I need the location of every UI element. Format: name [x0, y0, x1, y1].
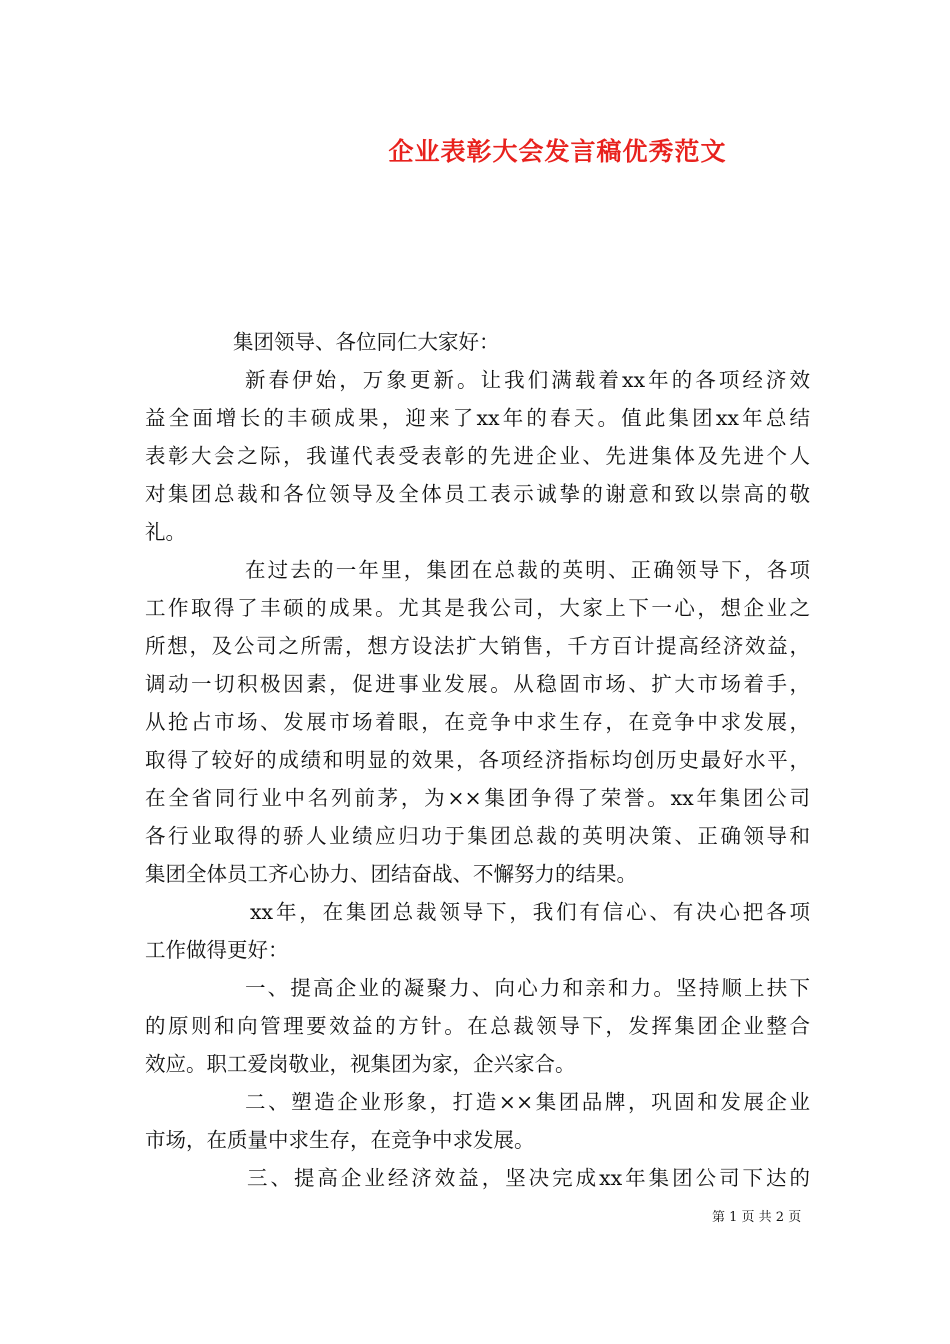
body-line: 的原则和向管理要效益的方针。在总裁领导下，发挥集团企业整合	[145, 1014, 810, 1038]
body-line: 各行业取得的骄人业绩应归功于集团总裁的英明决策、正确领导和	[145, 824, 810, 848]
body-line: 在全省同行业中名列前茅，为××集团争得了荣誉。xx年集团公司	[145, 786, 810, 810]
body-line: 二、塑造企业形象，打造××集团品牌，巩固和发展企业	[245, 1090, 810, 1114]
body-line: 从抢占市场、发展市场着眼，在竞争中求生存，在竞争中求发展，	[145, 710, 810, 734]
body-line: 所想，及公司之所需，想方设法扩大销售，千方百计提高经济效益，	[145, 634, 810, 658]
page-number: 第 1 页 共 2 页	[712, 1210, 802, 1225]
body-line: xx年，在集团总裁领导下，我们有信心、有决心把各项	[250, 900, 810, 924]
body-line: 在过去的一年里，集团在总裁的英明、正确领导下，各项	[245, 558, 810, 582]
body-line: 集团全体员工齐心协力、团结奋战、不懈努力的结果。	[145, 862, 637, 886]
body-line: 工作做得更好：	[145, 938, 289, 962]
body-line: 三、提高企业经济效益，坚决完成xx年集团公司下达的	[247, 1166, 810, 1190]
body-line: 新春伊始，万象更新。让我们满载着xx年的各项经济效	[245, 368, 810, 392]
body-line: 取得了较好的成绩和明显的效果，各项经济指标均创历史最好水平，	[145, 748, 810, 772]
body-line: 效应。职工爱岗敬业，视集团为家，企兴家合。	[145, 1052, 576, 1076]
body-line: 一、提高企业的凝聚力、向心力和亲和力。坚持顺上扶下	[245, 976, 810, 1000]
body-line: 集团领导、各位同仁大家好：	[233, 330, 500, 354]
body-line: 调动一切积极因素，促进事业发展。从稳固市场、扩大市场着手，	[145, 672, 810, 696]
body-line: 表彰大会之际，我谨代表受表彰的先进企业、先进集体及先进个人	[145, 444, 810, 468]
body-line: 对集团总裁和各位领导及全体员工表示诚挚的谢意和致以崇高的敬	[145, 482, 810, 506]
body-line: 礼。	[145, 520, 186, 544]
body-line: 工作取得了丰硕的成果。尤其是我公司，大家上下一心，想企业之	[145, 596, 810, 620]
document-title: 企业表彰大会发言稿优秀范文	[388, 137, 727, 166]
body-line: 益全面增长的丰硕成果，迎来了xx年的春天。值此集团xx年总结	[145, 406, 810, 430]
body-line: 市场，在质量中求生存，在竞争中求发展。	[145, 1128, 535, 1152]
